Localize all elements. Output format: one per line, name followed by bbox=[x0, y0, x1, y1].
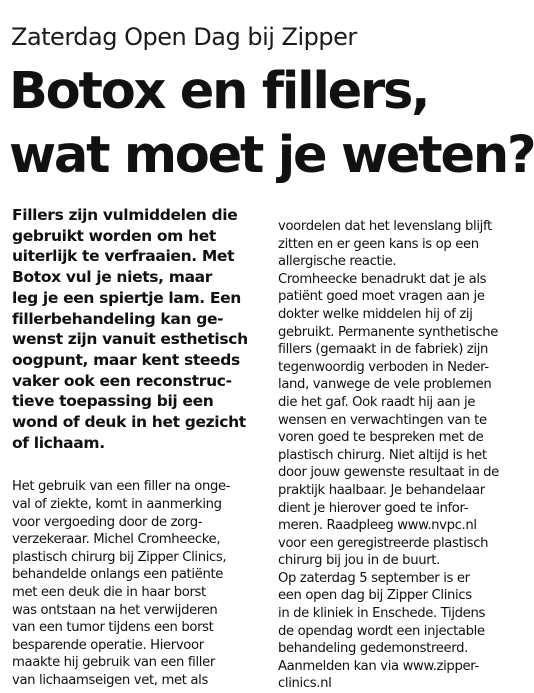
article-kicker: Zaterdag Open Dag bij Zipper bbox=[11, 23, 357, 51]
body-line: voordelen dat het levenslang blijft bbox=[278, 219, 492, 234]
body-line: zitten en er geen kans is op een bbox=[278, 236, 479, 252]
body-line: in de kliniek in Enschede. Tijdens bbox=[278, 606, 485, 622]
body-line: die het gaf. Ook raadt hij aan je bbox=[278, 394, 476, 410]
body-line: van lichaamseigen vet, met als bbox=[12, 672, 208, 688]
lead-line: fillerbehandeling kan ge- bbox=[12, 309, 224, 328]
body-line: clinics.nl bbox=[278, 676, 332, 692]
body-line: besparende operatie. Hiervoor bbox=[12, 637, 204, 653]
lead-line: oogpunt, maar kent steeds bbox=[12, 350, 240, 369]
left-column bbox=[12, 205, 270, 690]
body-line: de opendag wordt een injectable bbox=[278, 623, 485, 639]
lead-line: gebruikt worden om het bbox=[12, 226, 216, 245]
headline-line: wat moet je weten? bbox=[9, 126, 534, 185]
body-line: behandeling gedemonstreerd. bbox=[278, 641, 468, 657]
body-line: Het gebruik van een filler na onge- bbox=[12, 479, 231, 495]
lead-line: Fillers zijn vulmiddelen die bbox=[12, 206, 238, 224]
body-text-left bbox=[12, 478, 270, 689]
body-line: fillers (gemaakt in de fabriek) zijn bbox=[278, 342, 489, 358]
body-line: allergische reactie. bbox=[278, 254, 397, 270]
body-line: door jouw gewenste resultaat in de bbox=[278, 465, 499, 481]
body-line: maakte hij gebruik van een filler bbox=[12, 655, 215, 671]
body-line: wensen en verwachtingen van te bbox=[278, 412, 487, 428]
body-line: voor een geregistreerde plastisch bbox=[278, 535, 489, 551]
body-line: meren. Raadpleeg www.nvpc.nl bbox=[278, 518, 477, 534]
body-line: verzekeraar. Michel Cromheecke, bbox=[12, 532, 221, 548]
body-line: land, vanwege de vele problemen bbox=[278, 377, 492, 393]
body-line: voor vergoeding door de zorg- bbox=[12, 514, 203, 530]
body-line: was ontstaan na het verwijderen bbox=[12, 602, 218, 618]
body-line: praktijk haalbaar. Je behandelaar bbox=[278, 482, 485, 498]
body-line: val of ziekte, komt in aanmerking bbox=[12, 497, 222, 513]
body-line: Op zaterdag 5 september is er bbox=[278, 570, 470, 586]
lead-line: tieve toepassing bij een bbox=[12, 392, 214, 411]
body-line: van een tumor tijdens een borst bbox=[12, 620, 214, 636]
headline-line: Botox en fillers, bbox=[9, 62, 429, 121]
body-line: Aanmelden kan via www.zipper- bbox=[278, 658, 479, 674]
lead-line: of lichaam. bbox=[12, 433, 105, 452]
lead-line: leg je een spiertje lam. Een bbox=[12, 288, 241, 307]
body-line: met een deuk die in haar borst bbox=[12, 585, 206, 600]
body-line: tegenwoordig verboden in Neder- bbox=[278, 359, 489, 375]
lead-line: uiterlijk te verfraaien. Met bbox=[12, 247, 235, 266]
body-line: een open dag bij Zipper Clinics bbox=[278, 588, 472, 604]
lead-line: vaker ook een reconstruc- bbox=[12, 371, 232, 390]
body-line: plastisch chirurg bij Zipper Clinics, bbox=[12, 549, 227, 565]
lead-paragraph bbox=[12, 205, 270, 453]
lead-line: wond of deuk in het gezicht bbox=[12, 413, 246, 432]
body-line: Cromheecke benadrukt dat je als bbox=[278, 271, 487, 287]
body-line: behandelde onlangs een patiënte bbox=[12, 567, 224, 583]
body-text-right bbox=[278, 218, 500, 693]
body-line: dokter welke middelen hij of zij bbox=[278, 306, 473, 322]
lead-line: Botox vul je niets, maar bbox=[12, 268, 213, 287]
body-line: gebruikt. Permanente synthetische bbox=[278, 324, 499, 340]
body-line: voren goed te bespreken met de bbox=[278, 430, 484, 446]
body-line: plastisch chirurg. Niet altijd is het bbox=[278, 447, 487, 463]
body-line: chirurg bij jou in de buurt. bbox=[278, 553, 440, 569]
article-headline bbox=[9, 60, 534, 188]
body-line: patiënt goed moet vragen aan je bbox=[278, 289, 485, 305]
right-column bbox=[278, 218, 500, 693]
lead-line: wenst zijn vanuit esthetisch bbox=[12, 330, 248, 349]
body-line: dient je hierover goed te infor- bbox=[278, 500, 469, 516]
